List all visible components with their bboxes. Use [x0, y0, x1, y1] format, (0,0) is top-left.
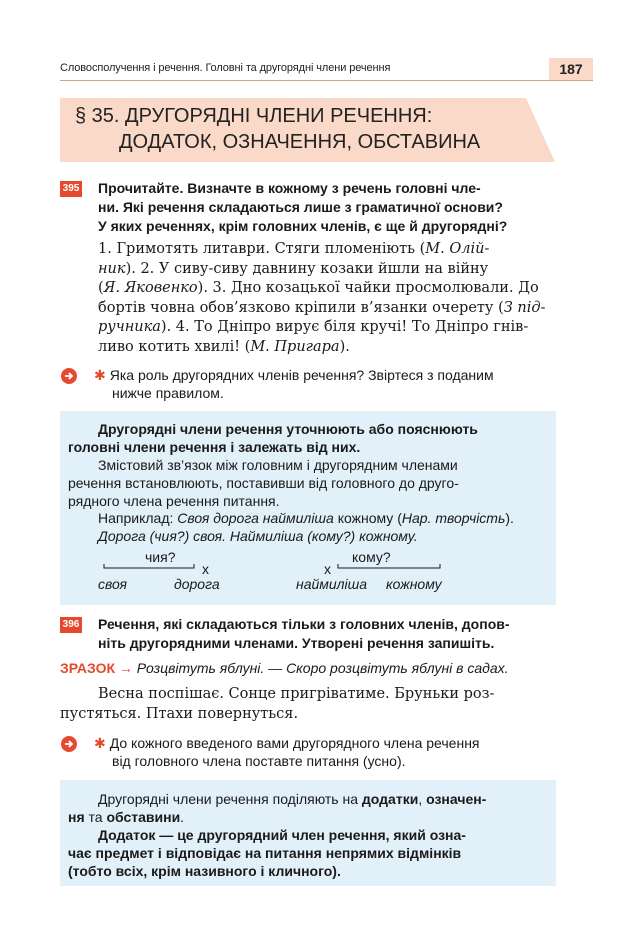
exercise-395-text — [98, 240, 556, 357]
text-line: ник). 2. У сиву-сиву давнину козаки йшли на війну — [98, 260, 489, 277]
exercise-number-395: 395 — [60, 181, 82, 197]
sample — [60, 659, 509, 677]
text-line: ливо котить хвилі! (М. Пригара). — [98, 338, 350, 355]
exercise-396-text: Весна поспішає. Сонце пригріватиме. Бруньки роз- пустяться. Птахи повернуться. — [60, 686, 495, 722]
page-number: 187 — [549, 58, 593, 80]
exercise-395-task — [98, 179, 556, 236]
task-line: Прочитайте. Визначте в кожному з речень головні чле- — [98, 180, 481, 196]
asterisk-icon: ✱ — [94, 367, 106, 383]
text-line: (Я. Яковенко). 3. Дно козацької чайки просмолювали. До — [98, 280, 539, 296]
task-line: У яких реченнях, крім головних членів, є ще й другорядні? — [98, 218, 508, 234]
rule-1-example: Наприклад: Своя дорога наймиліша кожному (Нар. творчість). Дорога (чия?) своя. Наймиліша (кому?) кожному. — [98, 510, 514, 544]
text-line: 1. Гримотять литаври. Стяги пломеніють (М. Олій- — [98, 241, 490, 257]
asterisk-icon: ✱ — [94, 735, 106, 751]
rule-2-text: Другорядні члени речення поділяють на додатки, означен- ня та обставини. Додаток — це другорядний член речення, який озна- чає предмет і відповідає на питання непрямих відмінків (тобто всіх, крім називного і кличного). — [68, 791, 487, 879]
diagram-word: своя — [98, 576, 127, 592]
exercise-number-396: 396 — [60, 617, 82, 633]
task-line: ни. Які речення складаються лише з граматичної основи? — [98, 199, 503, 215]
diagram-cross: x — [324, 561, 331, 577]
sample-label: ЗРАЗОК — [60, 660, 116, 676]
running-title: Словосполучення і речення. Головні та другорядні члени речення — [60, 62, 391, 74]
diagram-word: кожному — [386, 576, 442, 592]
section-title-line1: § 35. ДРУГОРЯДНІ ЧЛЕНИ РЕЧЕННЯ: — [75, 105, 433, 127]
rule-1-explanation: Змістовий зв’язок між головним і другорядним членами речення встановлюють, поставивши від головного до друго- рядного члена речення питання. — [68, 457, 459, 509]
arrow-icon — [61, 736, 77, 752]
section-title-line2: ДОДАТОК, ОЗНАЧЕННЯ, ОБСТАВИНА — [119, 131, 481, 153]
running-header — [60, 61, 555, 80]
sample-arrow: → — [118, 660, 133, 676]
dependency-diagram-2 — [290, 548, 470, 594]
exercise-396-task: Речення, які складаються тільки з головних членів, допов- ніть другорядними членами. Утворені речення запишіть. — [98, 616, 510, 651]
section-banner — [60, 98, 555, 162]
header-divider — [60, 80, 593, 81]
diagram-question: кому? — [352, 549, 391, 565]
diagram-cross: x — [202, 561, 209, 577]
exercise-395-question: ✱ Яка роль другорядних членів речення? Звіртеся з поданим нижче правилом. — [94, 367, 494, 401]
exercise-396-question: ✱ До кожного введеного вами другорядного члена речення від головного члена поставте питання (усно). — [94, 735, 480, 769]
sample-text: Розцвітуть яблуні. — Скоро розцвітуть яблуні в садах. — [136, 660, 509, 676]
text-line: бортів човна обов’язково кріпили в’язанки очерету (З під- — [98, 299, 546, 316]
dependency-diagram-1 — [90, 548, 250, 594]
text-line: ручника). 4. То Дніпро вирує біля кручі! То Дніпро гнів- — [98, 319, 529, 335]
diagram-word: наймиліша — [296, 576, 368, 592]
diagram-question: чия? — [145, 549, 176, 565]
arrow-icon — [61, 368, 77, 384]
rule-1-definition: Другорядні члени речення уточнюють або пояснюють головні члени речення і залежать від них. — [68, 421, 478, 455]
diagram-word: дорога — [174, 576, 220, 592]
